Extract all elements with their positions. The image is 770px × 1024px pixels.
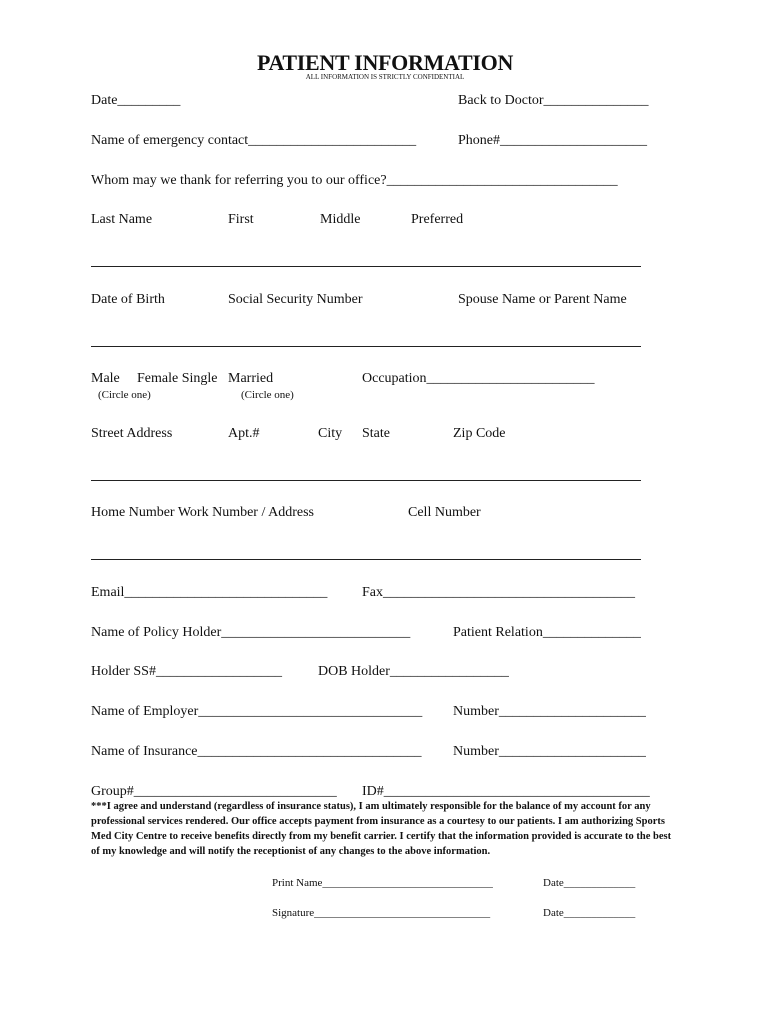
middle-name-label: Middle (320, 212, 361, 227)
confidential-subtitle: ALL INFORMATION IS STRICTLY CONFIDENTIAL (305, 73, 465, 81)
fax-field[interactable]: Fax____________________________________ (362, 585, 635, 600)
first-name-label: First (228, 212, 254, 227)
name-entry-line[interactable] (91, 266, 641, 267)
email-field[interactable]: Email_____________________________ (91, 585, 328, 600)
apt-label: Apt.# (228, 426, 260, 441)
signature-field[interactable]: Signature________________________________ (272, 907, 491, 919)
phone-field[interactable]: Phone#_____________________ (458, 133, 647, 148)
male-option[interactable]: Male (91, 371, 120, 386)
patient-relation-field[interactable]: Patient Relation______________ (453, 625, 641, 640)
zip-code-label: Zip Code (453, 426, 506, 441)
id-field[interactable]: ID#______________________________________ (362, 784, 650, 799)
circle-one-gender-note: (Circle one) (98, 389, 151, 401)
back-to-doctor-field[interactable]: Back to Doctor_______________ (458, 93, 649, 108)
policy-holder-field[interactable]: Name of Policy Holder___________________________ (91, 625, 411, 640)
state-label: State (362, 426, 390, 441)
date-of-birth-label: Date of Birth (91, 292, 165, 307)
employer-field[interactable]: Name of Employer________________________________ (91, 704, 423, 719)
phone-numbers-entry-line[interactable] (91, 559, 641, 560)
street-address-label: Street Address (91, 426, 173, 441)
occupation-field[interactable]: Occupation________________________ (362, 371, 595, 386)
birth-ssn-entry-line[interactable] (91, 346, 641, 347)
employer-number-field[interactable]: Number_____________________ (453, 704, 646, 719)
preferred-name-label: Preferred (411, 212, 464, 227)
referral-field[interactable]: Whom may we thank for referring you to our office?_________________________________ (91, 173, 618, 188)
female-single-option[interactable]: Female Single (137, 371, 218, 386)
dob-holder-field[interactable]: DOB Holder_________________ (318, 664, 509, 679)
page-title: PATIENT INFORMATION (256, 50, 514, 75)
city-label: City (318, 426, 343, 441)
ssn-label: Social Security Number (228, 292, 363, 307)
print-date-field[interactable]: Date_____________ (543, 877, 636, 889)
married-option[interactable]: Married (228, 371, 274, 386)
date-field[interactable]: Date_________ (91, 93, 181, 108)
home-work-number-label: Home Number Work Number / Address (91, 505, 314, 520)
insurance-number-field[interactable]: Number_____________________ (453, 744, 646, 759)
address-entry-line[interactable] (91, 480, 641, 481)
group-field[interactable]: Group#_____________________________ (91, 784, 337, 799)
cell-number-label: Cell Number (408, 505, 481, 520)
spouse-parent-label: Spouse Name or Parent Name (458, 292, 627, 307)
last-name-label: Last Name (91, 212, 153, 227)
consent-statement: ***I agree and understand (regardless of insurance status), I am ultimately responsible for the balance of my account for any professional services rendered. Our office accepts payment from insurance as a courtesy to our patients. I am authorizing Sports Med City Centre to receive benefits directly from my benefit carrier. I certify that the information provided is accurate to the best of my knowledge and will notify the receptionist of any changes to the above information. (91, 801, 672, 857)
holder-ss-field[interactable]: Holder SS#__________________ (91, 664, 282, 679)
signature-date-field[interactable]: Date_____________ (543, 907, 636, 919)
emergency-contact-field[interactable]: Name of emergency contact________________________ (91, 133, 417, 148)
insurance-field[interactable]: Name of Insurance________________________________ (91, 744, 422, 759)
circle-one-marital-note: (Circle one) (241, 389, 294, 401)
print-name-field[interactable]: Print Name_______________________________ (272, 877, 493, 889)
